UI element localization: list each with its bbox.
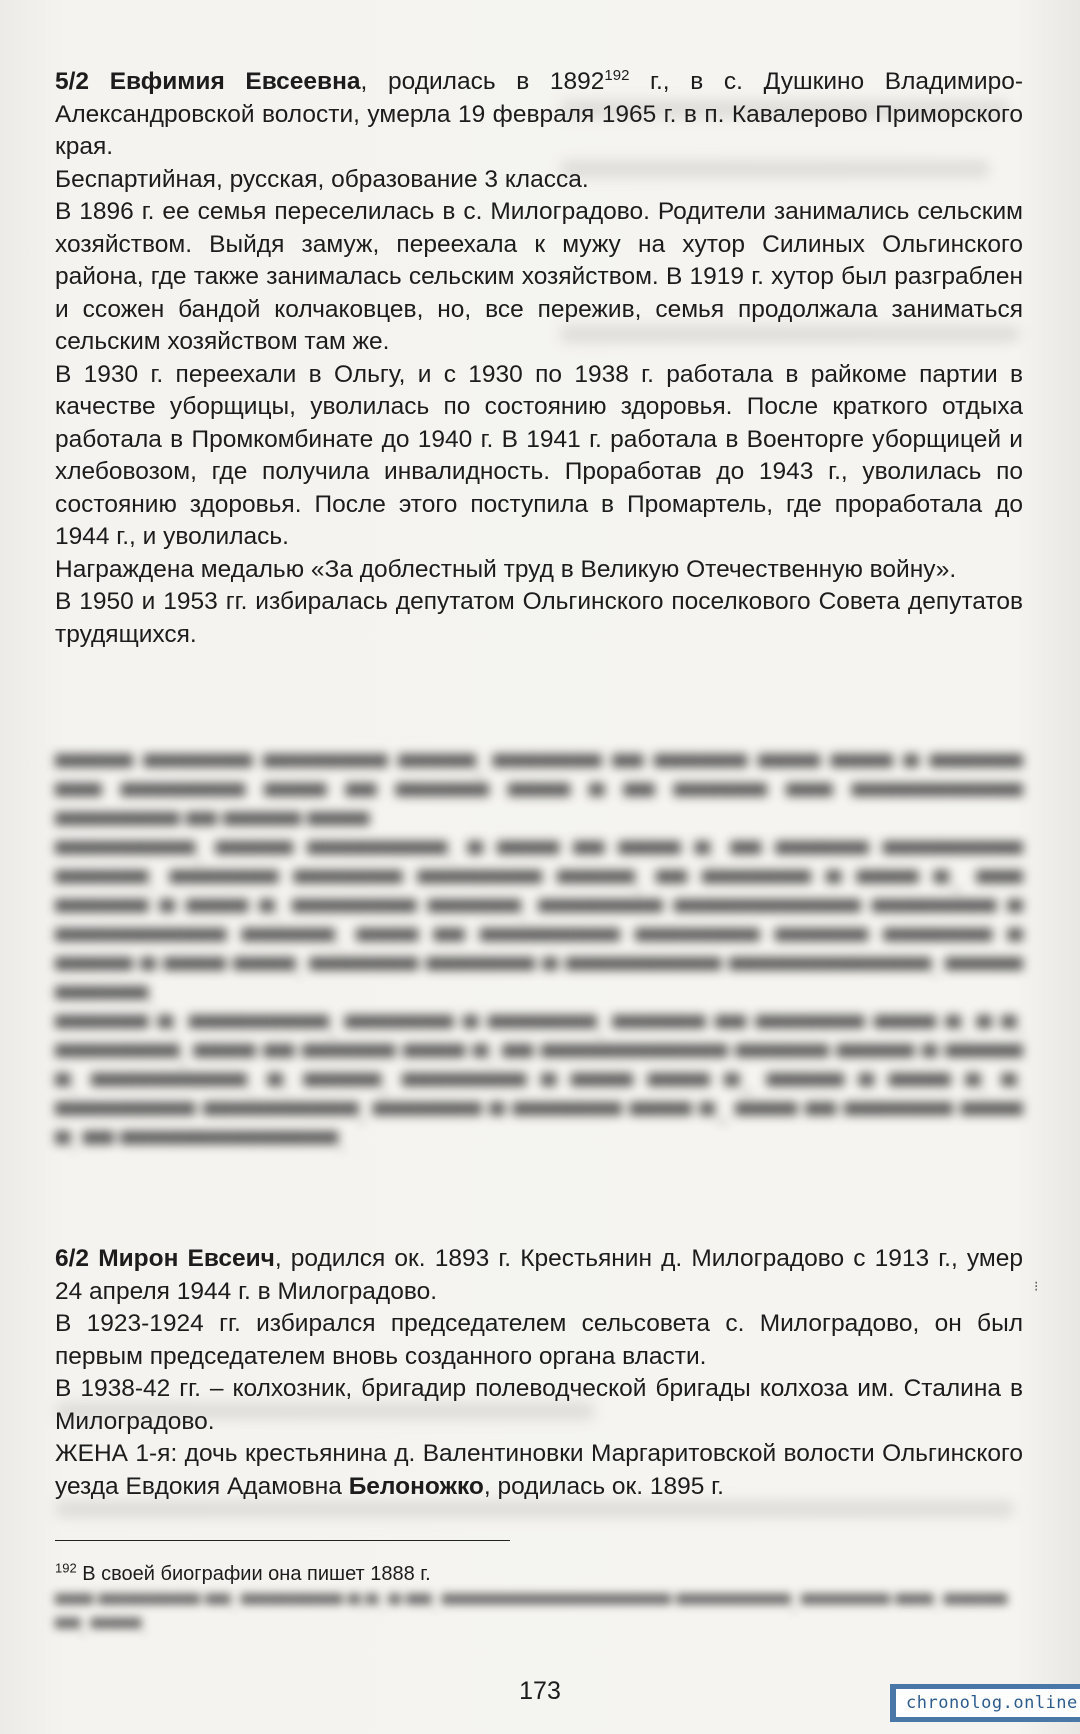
paragraph: Награждена медалью «За доблестный труд в Великую Отечественную войну». [55, 555, 957, 583]
watermark-text: chronolog.online [896, 1689, 1080, 1717]
wife-surname: Белоножко [348, 1472, 484, 1500]
blurred-region: ▀▀▀▀▀ ▀▀▀▀▀▀▀ ▀▀▀▀▀▀▀▀ ▀▀▀▀▀, ▀▀▀▀▀▀▀ ▀▀ ▀▀▀▀▀▀ ▀▀▀▀ ▀▀▀▀ ▀ ▀▀▀▀▀▀ ▀▀▀ ▀▀▀▀▀▀▀▀ ▀▀▀▀ ▀▀ ▀▀▀▀▀▀ ▀▀▀▀ ▀ ▀▀ ▀▀▀▀▀▀ ▀▀▀ ▀▀▀▀▀▀▀▀▀▀▀ ▀▀▀▀▀▀▀▀ ▀▀ ▀▀▀▀▀ ▀▀▀▀ ▀▀▀▀▀▀▀▀▀, ▀▀▀▀▀ ▀▀▀▀▀▀▀▀▀. ▀ ▀▀▀▀ ▀▀ ▀▀▀▀ ▀. ▀▀ ▀▀▀▀▀▀ ▀▀▀▀▀▀▀▀▀ ▀▀▀▀▀▀. ▀▀▀▀▀▀▀ ▀▀▀▀▀▀▀ ▀▀▀▀▀▀▀▀ ▀▀▀▀▀, ▀▀ ▀▀▀▀▀▀▀ ▀ ▀▀▀▀ ▀., ▀▀▀ ▀▀▀▀▀▀ ▀ ▀▀▀▀ ▀. ▀▀▀▀▀▀▀▀ ▀▀▀▀▀▀. ▀▀▀▀▀▀▀▀ ▀▀▀▀▀▀▀▀▀▀▀▀ ▀▀▀▀▀▀▀▀ ▀ ▀▀▀▀▀▀▀▀▀▀▀ ▀▀▀▀▀▀. ▀▀▀▀ ▀▀ ▀▀▀▀▀▀▀▀▀ ▀▀▀▀▀▀▀▀ ▀▀▀▀▀▀ ▀▀▀▀▀▀▀ ▀ ▀▀▀▀▀ ▀ ▀▀▀▀ ▀▀▀▀. ▀▀▀▀▀▀▀ ▀▀▀▀▀▀▀ ▀ ▀▀▀▀▀▀▀▀▀▀ ▀▀▀▀▀▀▀▀▀▀▀▀▀. ▀▀▀▀▀ ▀▀▀▀▀▀. ▀▀▀▀▀▀ ▀. ▀▀▀▀▀▀▀▀▀, ▀▀▀▀▀▀▀ ▀ ▀▀▀▀▀▀▀, ▀▀▀▀▀▀ ▀▀ ▀▀▀▀▀▀▀ ▀▀▀▀ ▀. ▀ ▀. ▀▀▀▀▀▀▀▀, ▀▀▀▀ ▀▀ ▀▀▀▀▀▀ ▀▀▀▀ ▀. ▀▀ ▀▀▀▀▀▀▀▀▀▀▀▀ ▀▀▀▀▀▀ ▀▀▀▀▀ ▀ ▀▀▀▀▀ ▀. ▀▀▀▀▀▀▀▀▀▀. ▀. ▀▀▀▀▀, ▀▀▀▀▀▀▀▀ ▀ ▀▀▀▀ ▀▀▀▀ ▀., ▀▀▀▀▀ ▀ ▀▀▀▀ ▀. ▀. ▀▀▀▀▀▀▀▀▀ ▀▀▀▀▀▀▀▀▀▀, ▀▀▀▀▀▀▀ ▀ ▀▀▀▀▀▀▀ ▀▀▀▀ ▀., ▀▀▀▀ ▀▀ ▀▀▀▀▀▀▀ ▀▀▀▀ ▀. ▀▀ ▀▀▀▀▀▀▀▀▀▀▀▀▀▀. [55, 754, 1023, 1156]
paragraph: Беспартийная, русская, образование 3 класса. [55, 165, 589, 193]
heading-text: , родилась в 1892 [360, 68, 605, 95]
paragraph: В 1923-1924 гг. избирался председателем сельсовета с. Милоградово, он был первым председателем вновь созданного органа власти. [55, 1310, 1023, 1370]
paragraph: В 1896 г. ее семья переселилась в с. Милоградово. Родители занимались сельским хозяйством. Выйдя замуж, переехала к мужу на хутор Силиных Ольгинского района, где также занималась сельским хозяйством. В 1919 г. хутор был разграблен и ссожен бандой колчаковцев, но, все пережив, семья продолжала заниматься сельским хозяйством там же. [55, 198, 1023, 355]
footnote-text: В своей биографии она пишет 1888 г. [76, 1563, 431, 1585]
paragraph: В 1930 г. переехали в Ольгу, и с 1930 по 1938 г. работала в райкоме партии в качестве уборщицы, уволилась по состоянию здоровья. После краткого отдыха работала в Промкомбинате до 1940 г. В 1941 г. работала в Военторге уборщицей и хлебовозом, где получила инвалидность. Проработав до 1943 г., уволилась по состоянию здоровья. После этого поступила в Промартель, где проработала до 1944 г., и уволилась. [55, 360, 1023, 550]
paragraph: В 1950 и 1953 гг. избиралась депутатом Ольгинского поселкового Совета депутатов трудящихся. [55, 588, 1023, 648]
heading-text: , родился ок. 1893 г. Крестьянин д. Милоградово с 1913 г., умер 24 апреля 1944 г. в Милоградово. [55, 1245, 1023, 1305]
page-number: 173 [519, 1677, 561, 1705]
biography-section-2 [55, 1243, 1023, 1503]
watermark-badge [890, 1684, 1080, 1722]
blurred-footnote: ▀▀▀ ▀▀▀▀▀▀▀▀ ▀▀. ▀▀▀▀▀▀▀▀ ▀.▀. ▀ ▀▀. ▀▀▀▀▀▀▀▀▀▀▀▀▀▀▀▀▀▀ ▀▀▀▀▀▀▀▀▀, ▀▀▀▀▀▀▀ ▀▀▀. ▀▀▀▀▀ ▀▀, ▀▀▀▀. [55, 1594, 1008, 1638]
section-1-heading [55, 66, 1023, 164]
margin-mark: ⁝ [1034, 1278, 1039, 1294]
person-name: Евфимия Евсеевна [109, 68, 361, 95]
footnote [55, 1561, 431, 1587]
biography-section-1 [55, 66, 1023, 651]
entry-number: 6/2 [55, 1245, 90, 1272]
footnote-number: 192 [55, 1560, 77, 1576]
wife-text: ЖЕНА 1-я: дочь крестьянина д. Валентиновки Маргаритовской волости Ольгинского уезда Евдокия Адамовна [55, 1440, 1023, 1500]
wife-paragraph [55, 1438, 1023, 1503]
footnote-ref: 192 [604, 66, 630, 84]
wife-text-rest: , родилась ок. 1895 г. [483, 1472, 724, 1500]
heading-text: г., в с. Душкино Владимиро-Александровской волости, умерла 19 февраля 1965 г. в п. Кавалерово Приморского края. [55, 68, 1023, 160]
footnote-divider [55, 1540, 510, 1541]
paragraph: В 1938-42 гг. – колхозник, бригадир полеводческой бригады колхоза им. Сталина в Милоградово. [55, 1375, 1023, 1435]
person-name: Мирон Евсеич [98, 1245, 275, 1272]
entry-number: 5/2 [55, 68, 90, 95]
section-2-heading [55, 1243, 1023, 1308]
